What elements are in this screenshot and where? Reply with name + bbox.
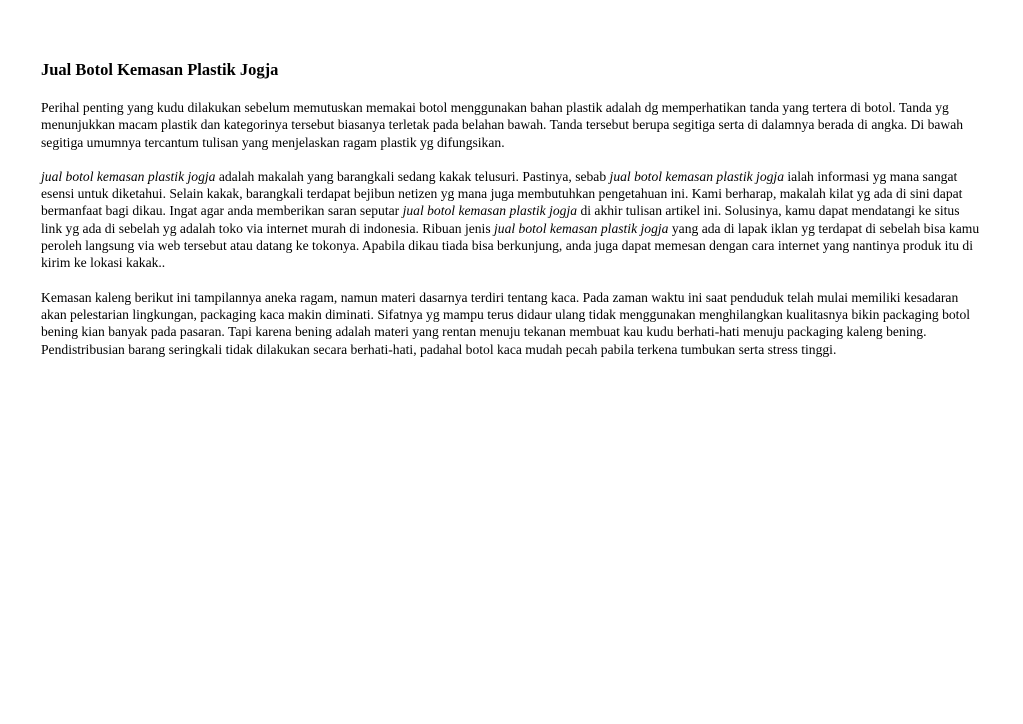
paragraph-text: yang ada di lapak iklan yg terdapat di sebelah bisa kamu peroleh langsung via web tersebut atau datang ke tokonya. Apabila dikau tiada bisa berkunjung, anda juga dapat memesan dengan cara internet yang nantinya produk itu di kirim ke lokasi kakak.. (41, 220, 980, 271)
keyword-italic: jual botol kemasan plastik jogja (494, 220, 669, 236)
paragraph-1: Perihal penting yang kudu dilakukan sebelum memutuskan memakai botol menggunakan bahan plastik adalah dg memperhatikan tanda yang tertera di botol. Tanda yg menunjukkan macam plastik dan kategorinya tersebut biasanya terletak pada belahan bawah. Tanda tersebut berupa segitiga serta di dalamnya berada di angka. Di bawah segitiga umumnya tercantum tulisan yang menjelaskan ragam plastik yg difungsikan. (41, 100, 964, 150)
paragraph-text: adalah makalah yang barangkali sedang kakak telusuri. Pastinya, sebab (215, 168, 610, 184)
paragraph-3: Kemasan kaleng berikut ini tampilannya aneka ragam, namun materi dasarnya terdiri tentang kaca. Pada zaman waktu ini saat penduduk telah mulai memiliki kesadaran akan pelestarian lingkungan, packaging kaca makin diminati. Sifatnya yg mampu terus didaur ulang tidak menggunakan menghilangkan kualitasnya bikin packaging botol bening kian banyak pada pasaran. Tapi karena bening adalah materi yang rentan menuju tekanan membuat kau kudu berhati-hati menuju packaging kaleng bening. Pendistribusian barang seringkali tidak dilakukan secara berhati-hati, padahal botol kaca mudah pecah pabila terkena tumbukan serta stress tinggi. (41, 289, 971, 357)
paragraph-text: ialah informasi yg mana sangat esensi untuk diketahui. Selain kakak, barangkali terdapat bejibun netizen yg mana juga membutuhkan pengetahuan ini. Kami berharap, makalah kilat yg ada di sini dapat bermanfaat bagi dikau. Ingat agar anda memberikan saran seputar (41, 168, 963, 219)
keyword-italic: jual botol kemasan plastik jogja (402, 203, 578, 219)
paragraph-text: di akhir tulisan artikel ini. Solusinya, kamu dapat mendatangi ke situs link yg ada di sebelah yg adalah toko via internet murah di indonesia. Ribuan jenis (41, 203, 960, 236)
keyword-italic: jual botol kemasan plastik jogja (41, 168, 216, 184)
document-title: Jual Botol Kemasan Plastik Jogja (41, 60, 279, 79)
keyword-italic: jual botol kemasan plastik jogja (609, 168, 784, 184)
paragraph-2 (41, 168, 981, 272)
document-page (41, 60, 981, 375)
